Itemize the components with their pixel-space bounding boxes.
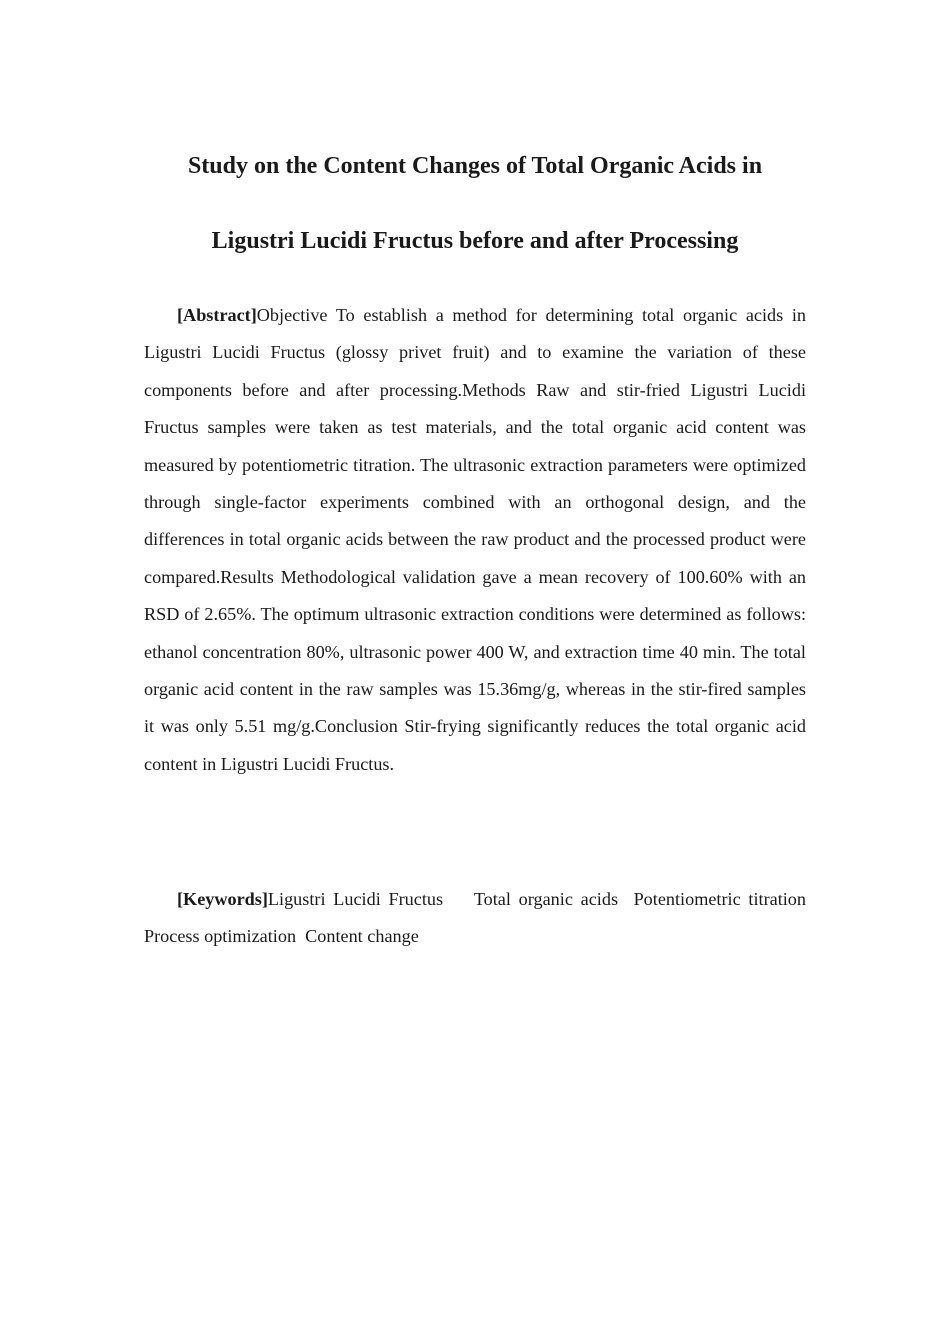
keyword-item: Potentiometric titration [633,889,806,909]
paper-title-line-1: Study on the Content Changes of Total Organic Acids in [187,153,763,179]
paper-title-line-2: Ligustri Lucidi Fructus before and after Processing [211,228,739,254]
abstract-label: [Abstract] [177,305,257,325]
keyword-item: Content change [305,926,419,947]
keyword-item: Process optimization [144,926,297,947]
abstract-text: Objective To establish a method for determining total organic acids in Ligustri Lucidi Fructus (glossy privet fruit) and to examine the variation of these components before and after processing.Methods Raw and stir-fried Ligustri Lucidi Fructus samples were taken as test materials, and the total organic acid content was measured by potentiometric titration. The ultrasonic extraction parameters were optimized through single-factor experiments combined with an orthogonal design, and the differences in total organic acids between the raw product and the processed product were compared.Results Methodological validation gave a mean recovery of 100.60% with an RSD of 2.65%. The optimum ultrasonic extraction conditions were determined as follows: ethanol concentration 80%, ultrasonic power 400 W, and extraction time 40 min. The total organic acid content in the raw samples was 15.36mg/g, whereas in the stir-fired samples it was only 5.51 mg/g.Conclusion Stir-frying significantly reduces the total organic acid content in Ligustri Lucidi Fructus. [144,305,806,774]
keywords-paragraph [144,881,806,956]
keyword-item: Total organic acids [473,889,619,909]
abstract-paragraph [144,297,806,783]
keywords-label: [Keywords] [177,889,268,909]
keyword-item: Ligustri Lucidi Fructus [267,889,444,909]
